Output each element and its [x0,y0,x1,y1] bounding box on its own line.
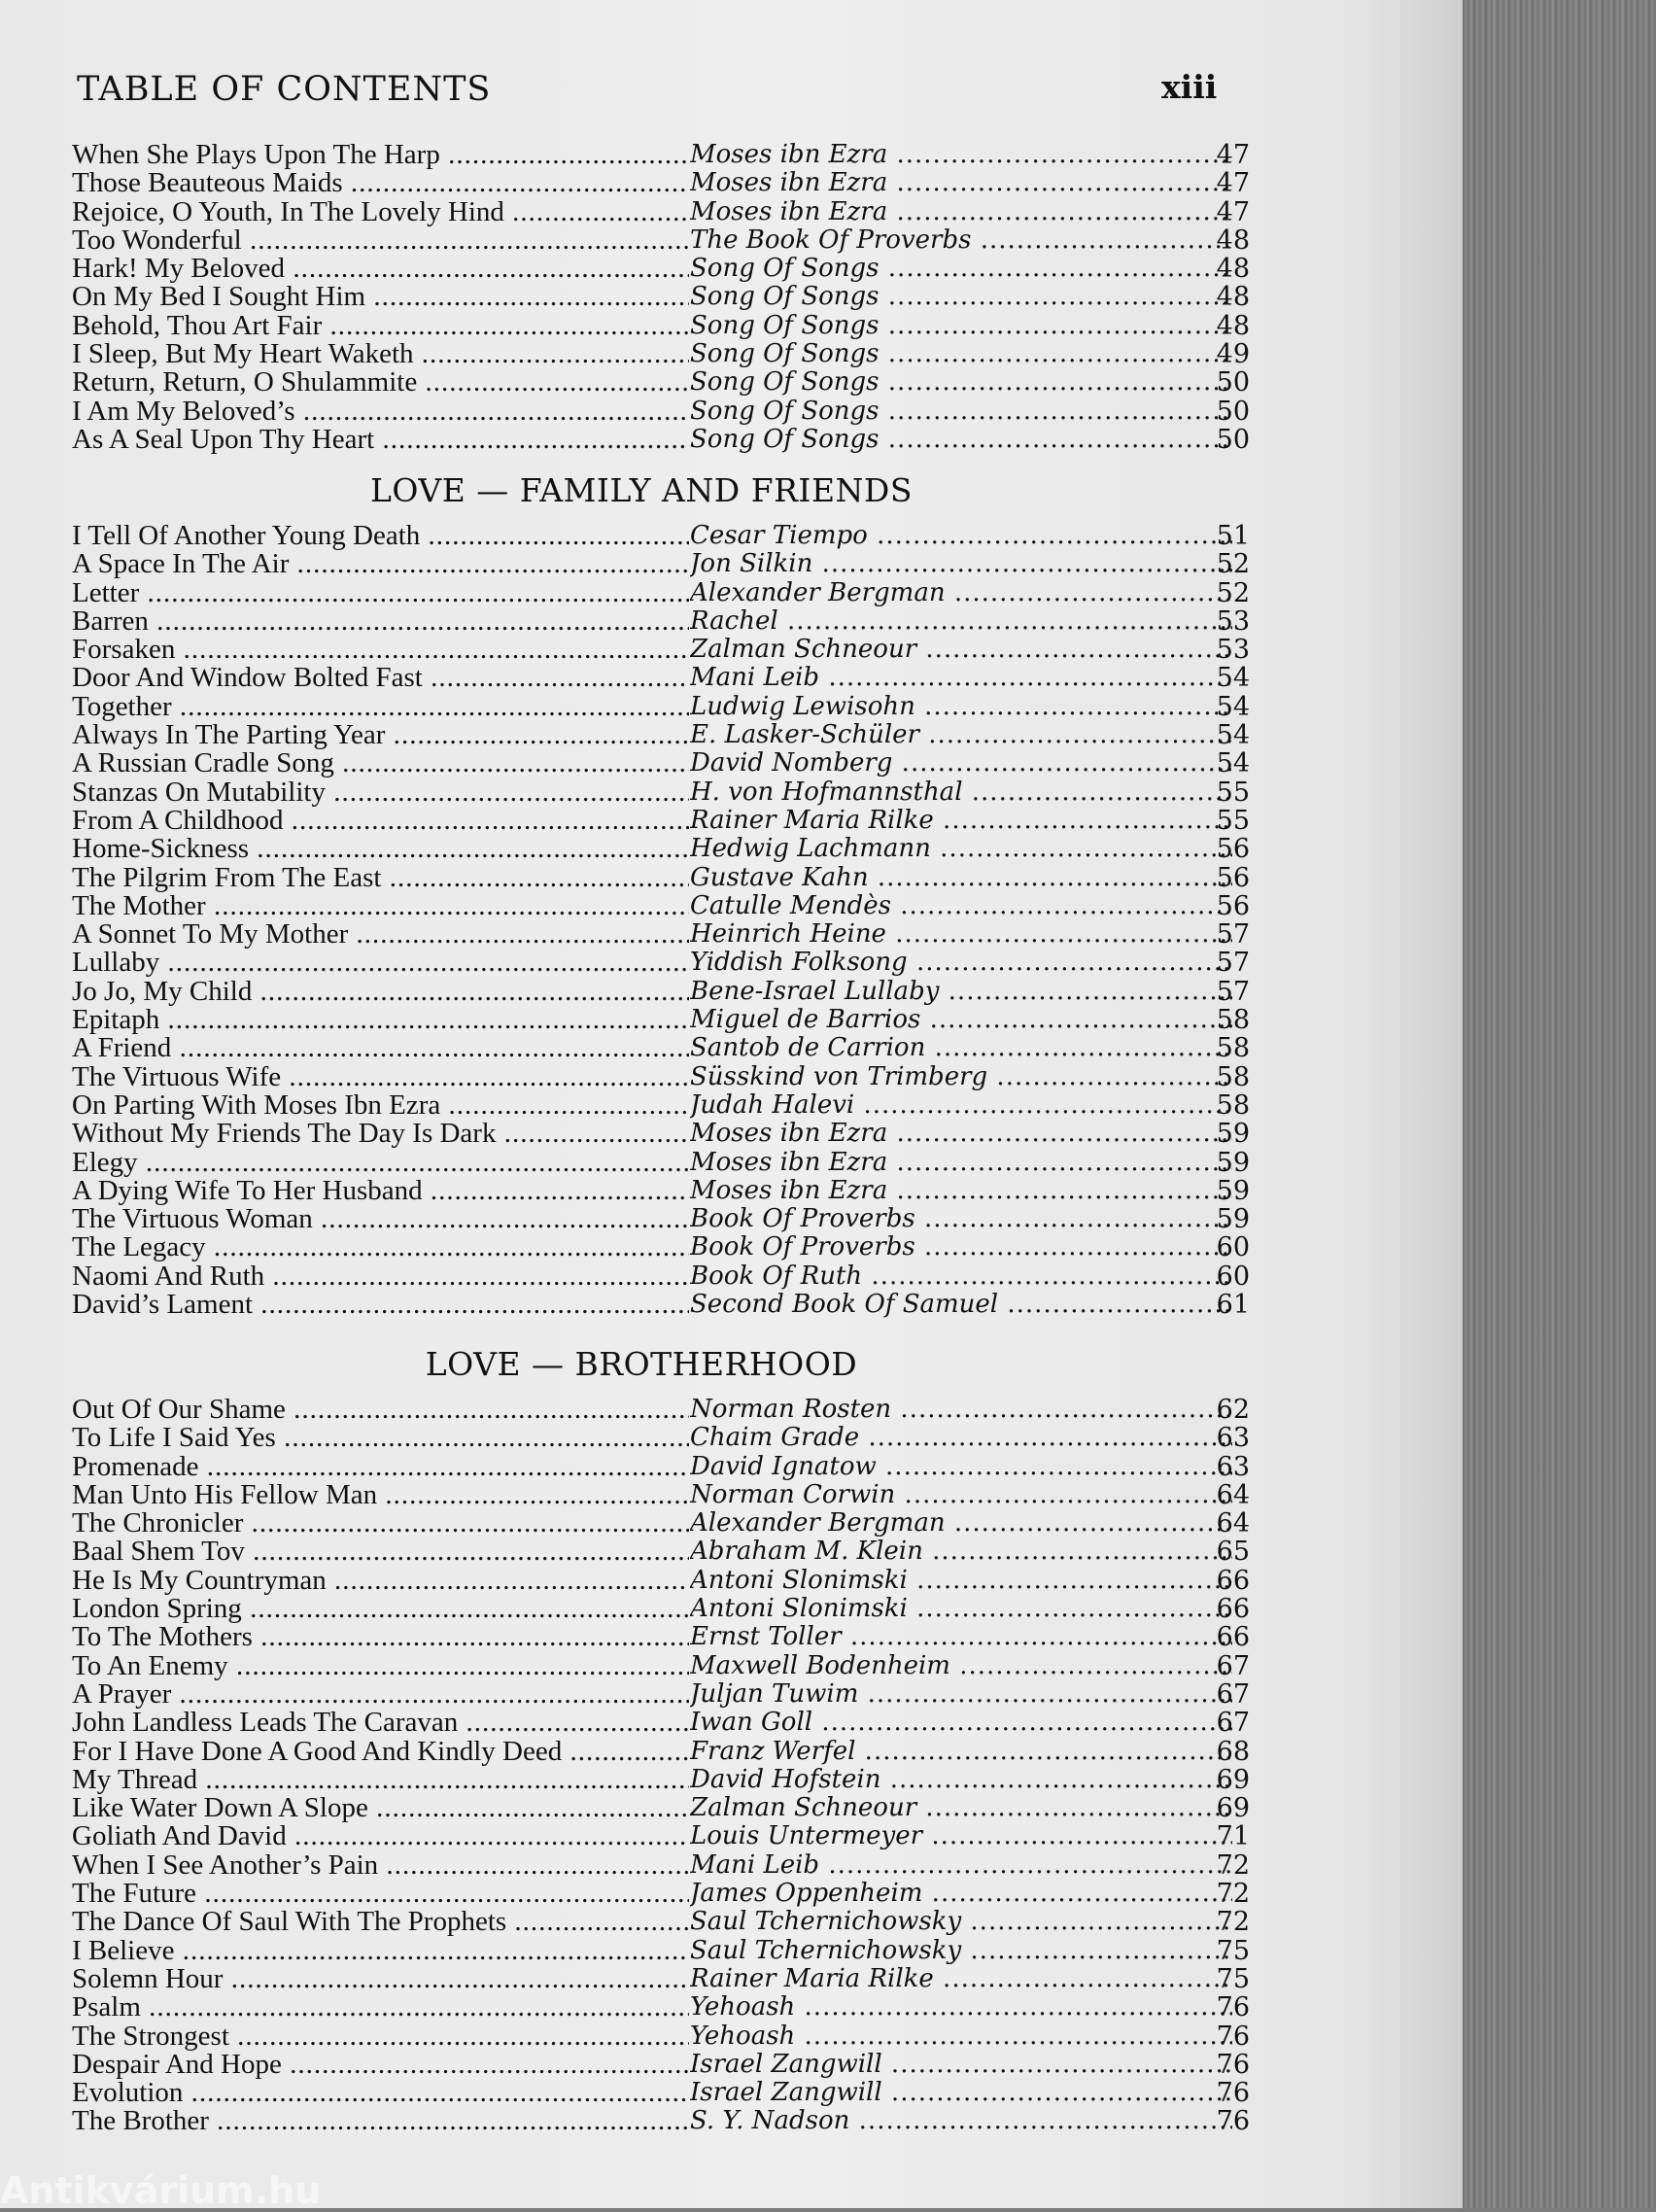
toc-entry-author: Abraham M. Klein ..... [690,1538,1232,1566]
toc-entry-title: For I Have Done A Good And Kindly Deed ..... [72,1738,689,1766]
toc-entry-title: I Am My Beloved’s ..... [72,397,689,426]
toc-entry-author: Miguel de Barrios ..... [690,1006,1232,1034]
toc-entry-author: Judah Halevi ..... [690,1091,1232,1120]
toc-entry-author: Gustave Kahn ..... [690,864,1232,892]
toc-entry-title: Like Water Down A Slope ..... [72,1794,689,1822]
toc-entry-author: S. Y. Nadson ..... [690,2107,1232,2135]
toc-entry [72,521,1250,551]
toc-entry [72,1622,1250,1653]
toc-entry-author: Ernst Toller ..... [690,1623,1232,1651]
toc-entry-page-number: 53 [1216,605,1250,637]
toc-entry-page-number: 54 [1216,720,1250,751]
toc-entry-author: Alexander Bergman ..... [690,579,1232,607]
toc-entry-page-number: 76 [1216,2106,1250,2137]
toc-entry-title: Elegy ..... [72,1149,689,1177]
toc-entry [72,720,1250,751]
toc-entry [72,1594,1250,1625]
toc-entry-title: Home-Sickness ..... [72,835,689,863]
toc-entry-author: Moses ibn Ezra ..... [690,1177,1232,1205]
section-heading-brotherhood: LOVE — BROTHERHOOD [425,1345,858,1383]
toc-entry [72,919,1250,950]
toc-entry-page-number: 55 [1216,777,1250,808]
toc-entry [72,748,1250,779]
toc-entry-page-number: 49 [1216,339,1250,370]
toc-entry-title: Lullaby ..... [72,949,689,977]
toc-entry-author: Second Book Of Samuel ..... [690,1291,1232,1319]
toc-entry-page-number: 75 [1216,1935,1250,1966]
toc-entry-page-number: 67 [1216,1678,1250,1710]
toc-entry-author: Book Of Proverbs ..... [690,1233,1232,1262]
toc-entry-page-number: 72 [1216,1849,1250,1881]
toc-entry-author: Antoni Slonimski ..... [690,1595,1232,1623]
toc-entry-author: Moses ibn Ezra ..... [690,198,1232,226]
toc-entry-title: Stanzas On Mutability ..... [72,778,689,807]
toc-entry [72,2049,1250,2080]
toc-entry-title: He Is My Countryman ..... [72,1567,689,1595]
toc-entry-title: Solemn Hour ..... [72,1965,689,1993]
toc-entry-page-number: 48 [1216,310,1250,341]
toc-entry-title: Evolution ..... [72,2079,689,2107]
toc-entry [72,948,1250,979]
toc-entry-page-number: 62 [1216,1395,1250,1425]
toc-entry-page-number: 76 [1216,2078,1250,2109]
toc-entry-author: Catulle Mendès ..... [690,892,1232,920]
toc-entry-title: David’s Lament ..... [72,1291,689,1319]
toc-entry-title: London Spring ..... [72,1595,689,1623]
toc-entry-page-number: 52 [1216,549,1250,580]
toc-entry-title: When I See Another’s Pain ..... [72,1851,689,1880]
toc-entry-author: Juljan Tuwim ..... [690,1680,1232,1709]
toc-entry-author: Moses ibn Ezra ..... [690,169,1232,197]
toc-entry [72,976,1250,1007]
toc-entry-title: The Dance Of Saul With The Prophets ..... [72,1908,689,1936]
toc-entry [72,339,1250,370]
toc-section-love-continued [72,140,1250,455]
toc-entry-page-number: 66 [1216,1565,1250,1596]
toc-entry [72,1005,1250,1036]
toc-entry-title: The Pilgrim From The East ..... [72,864,689,892]
toc-entry-author: Song Of Songs ..... [690,368,1232,397]
toc-entry-page-number: 76 [1216,2049,1250,2080]
toc-entry-page-number: 56 [1216,890,1250,921]
toc-entry [72,691,1250,722]
toc-entry-author: Song Of Songs ..... [690,312,1232,340]
page-title: TABLE OF CONTENTS [77,70,492,109]
toc-entry-author: Song Of Songs ..... [690,426,1232,454]
toc-entry-page-number: 68 [1216,1736,1250,1767]
toc-entry-author: Antoni Slonimski ..... [690,1567,1232,1595]
toc-entry-page-number: 76 [1216,2021,1250,2052]
toc-entry [72,1119,1250,1150]
toc-entry-page-number: 54 [1216,691,1250,722]
toc-entry [72,1992,1250,2023]
toc-entry-title: John Landless Leads The Caravan ..... [72,1709,689,1737]
toc-entry-title: On My Bed I Sought Him ..... [72,283,689,311]
toc-entry [72,663,1250,694]
toc-entry-author: Franz Werfel ..... [690,1738,1232,1766]
toc-entry-author: Yiddish Folksong ..... [690,949,1232,977]
toc-entry-page-number: 72 [1216,1879,1250,1910]
toc-entry-title: Letter ..... [72,579,689,607]
toc-entry [72,1678,1250,1710]
toc-entry-title: Jo Jo, My Child ..... [72,978,689,1006]
toc-entry-title: As A Seal Upon Thy Heart ..... [72,426,689,454]
toc-entry-author: Israel Zangwill ..... [690,2079,1232,2107]
toc-entry-title: A Russian Cradle Song ..... [72,749,689,778]
toc-entry [72,2078,1250,2109]
toc-entry-page-number: 53 [1216,635,1250,666]
toc-entry-page-number: 59 [1216,1204,1250,1235]
toc-entry [72,1204,1250,1235]
toc-entry-page-number: 66 [1216,1622,1250,1653]
toc-entry [72,1935,1250,1966]
toc-entry-title: Too Wonderful ..... [72,226,689,255]
toc-entry-title: The Virtuous Woman ..... [72,1205,689,1233]
toc-entry-author: Song Of Songs ..... [690,340,1232,368]
toc-entry-author: James Oppenheim ..... [690,1880,1232,1908]
toc-entry [72,367,1250,398]
toc-entry [72,1261,1250,1292]
toc-entry-author: E. Lasker-Schüler ..... [690,721,1232,749]
toc-entry-page-number: 64 [1216,1508,1250,1539]
toc-entry-page-number: 76 [1216,1992,1250,2023]
toc-entry-page-number: 69 [1216,1793,1250,1824]
toc-entry-title: The Strongest ..... [72,2022,689,2051]
toc-entry-title: Out Of Our Shame ..... [72,1396,689,1424]
toc-entry-title: Return, Return, O Shulammite ..... [72,368,689,397]
toc-entry-title: A Sonnet To My Mother ..... [72,920,689,949]
toc-entry-author: H. von Hofmannsthal ..... [690,778,1232,807]
toc-entry-author: Norman Corwin ..... [690,1481,1232,1509]
toc-entry-author: Moses ibn Ezra ..... [690,141,1232,169]
toc-entry-page-number: 64 [1216,1479,1250,1510]
toc-entry-author: Louis Untermeyer ..... [690,1822,1232,1850]
toc-entry-title: I Sleep, But My Heart Waketh ..... [72,340,689,368]
toc-entry [72,1395,1250,1425]
toc-entry [72,805,1250,836]
toc-entry [72,549,1250,580]
toc-entry [72,254,1250,285]
toc-entry-title: Epitaph ..... [72,1006,689,1034]
toc-entry-page-number: 59 [1216,1147,1250,1178]
toc-entry-page-number: 67 [1216,1650,1250,1681]
toc-section-family-and-friends [72,521,1250,1321]
toc-entry-page-number: 71 [1216,1821,1250,1852]
toc-entry-author: Saul Tchernichowsky ..... [690,1937,1232,1965]
toc-entry-page-number: 57 [1216,976,1250,1007]
toc-entry-title: To The Mothers ..... [72,1623,689,1651]
toc-entry [72,1451,1250,1482]
toc-entry-title: Naomi And Ruth ..... [72,1262,689,1291]
toc-entry-title: Rejoice, O Youth, In The Lovely Hind ..... [72,198,689,226]
toc-entry-title: Door And Window Bolted Fast ..... [72,664,689,692]
toc-entry-page-number: 47 [1216,168,1250,199]
toc-entry [72,777,1250,808]
toc-entry-title: A Prayer ..... [72,1680,689,1709]
toc-entry-page-number: 58 [1216,1061,1250,1092]
toc-entry-author: Cesar Tiempo ..... [690,522,1232,550]
toc-entry-title: Hark! My Beloved ..... [72,255,689,283]
toc-entry-page-number: 52 [1216,577,1250,608]
toc-entry [72,577,1250,608]
toc-entry-author: Zalman Schneour ..... [690,1794,1232,1822]
toc-entry-page-number: 50 [1216,396,1250,427]
toc-entry-page-number: 47 [1216,140,1250,170]
toc-entry-title: The Future ..... [72,1880,689,1908]
toc-entry-author: Norman Rosten ..... [690,1396,1232,1424]
toc-entry-page-number: 48 [1216,225,1250,256]
toc-entry-title: The Chronicler ..... [72,1509,689,1538]
toc-entry-author: Israel Zangwill ..... [690,2051,1232,2079]
toc-entry-title: Behold, Thou Art Fair ..... [72,312,689,340]
toc-entry-page-number: 60 [1216,1232,1250,1263]
toc-entry [72,1736,1250,1767]
toc-entry-author: Song Of Songs ..... [690,283,1232,311]
toc-entry-page-number: 50 [1216,424,1250,455]
toc-entry-author: Bene-Israel Lullaby ..... [690,978,1232,1006]
toc-entry-author: Ludwig Lewisohn ..... [690,693,1232,721]
toc-entry [72,1232,1250,1263]
toc-entry [72,1061,1250,1092]
toc-entry-page-number: 58 [1216,1033,1250,1064]
toc-entry-page-number: 55 [1216,805,1250,836]
toc-entry-author: Mani Leib ..... [690,1851,1232,1880]
toc-entry-author: Hedwig Lachmann ..... [690,835,1232,863]
toc-entry-author: Chaim Grade ..... [690,1424,1232,1452]
toc-entry-title: Forsaken ..... [72,636,689,664]
toc-entry-author: Rainer Maria Rilke ..... [690,807,1232,835]
toc-entry [72,1508,1250,1539]
toc-entry-author: Yehoash ..... [690,2022,1232,2051]
toc-entry [72,862,1250,893]
toc-entry-author: David Ignatow ..... [690,1453,1232,1481]
toc-entry-page-number: 48 [1216,282,1250,313]
toc-entry [72,605,1250,637]
toc-entry-title: A Dying Wife To Her Husband ..... [72,1177,689,1205]
toc-entry-author: Zalman Schneour ..... [690,636,1232,664]
toc-entry-author: Book Of Proverbs ..... [690,1205,1232,1233]
toc-entry-page-number: 63 [1216,1451,1250,1482]
toc-entry [72,1793,1250,1824]
toc-entry-title: To An Enemy ..... [72,1652,689,1680]
toc-entry [72,1963,1250,1994]
toc-entry-author: Yehoash ..... [690,1993,1232,2022]
toc-entry-author: Alexander Bergman ..... [690,1509,1232,1538]
toc-entry-title: Those Beauteous Maids ..... [72,169,689,197]
toc-entry-page-number: 47 [1216,196,1250,227]
toc-entry-title: Promenade ..... [72,1453,689,1481]
roman-page-number: xiii [1161,68,1218,106]
toc-entry [72,1033,1250,1064]
toc-entry-page-number: 51 [1216,521,1250,551]
toc-entry [72,196,1250,227]
toc-entry-page-number: 59 [1216,1175,1250,1206]
toc-entry-author: Mani Leib ..... [690,664,1232,692]
toc-entry-author: David Hofstein ..... [690,1766,1232,1794]
toc-entry-author: Santob de Carrion ..... [690,1034,1232,1062]
toc-entry-page-number: 57 [1216,919,1250,950]
toc-entry-author: Rainer Maria Rilke ..... [690,1965,1232,1993]
toc-entry [72,1147,1250,1178]
toc-entry-page-number: 65 [1216,1537,1250,1568]
toc-entry [72,225,1250,256]
toc-entry-page-number: 54 [1216,748,1250,779]
toc-entry-page-number: 61 [1216,1290,1250,1321]
toc-entry-title: When She Plays Upon The Harp ..... [72,141,689,169]
toc-entry-author: David Nomberg ..... [690,749,1232,778]
toc-entry [72,1479,1250,1510]
toc-entry [72,1708,1250,1739]
toc-entry [72,1879,1250,1910]
toc-entry [72,1537,1250,1568]
toc-entry-author: Iwan Goll ..... [690,1709,1232,1737]
toc-entry-title: Barren ..... [72,607,689,636]
watermark-text: Antikvárium.hu [0,2169,322,2212]
toc-entry-title: I Believe ..... [72,1937,689,1965]
toc-entry-title: Goliath And David ..... [72,1822,689,1850]
toc-entry-author: The Book Of Proverbs ..... [690,226,1232,255]
toc-entry-title: Psalm ..... [72,1993,689,2022]
toc-entry [72,396,1250,427]
toc-entry-author: Saul Tchernichowsky ..... [690,1908,1232,1936]
toc-entry-author: Song Of Songs ..... [690,255,1232,283]
toc-entry [72,282,1250,313]
toc-entry-page-number: 56 [1216,834,1250,865]
toc-entry [72,1565,1250,1596]
toc-entry [72,140,1250,170]
toc-entry [72,1290,1250,1321]
toc-entry [72,1821,1250,1852]
toc-entry-title: Together ..... [72,693,689,721]
toc-entry-page-number: 67 [1216,1708,1250,1739]
toc-entry-page-number: 59 [1216,1119,1250,1150]
toc-entry-title: From A Childhood ..... [72,807,689,835]
toc-entry-title: Man Unto His Fellow Man ..... [72,1481,689,1509]
toc-entry [72,834,1250,865]
toc-entry-author: Maxwell Bodenheim ..... [690,1652,1232,1680]
toc-entry [72,424,1250,455]
toc-entry-author: Heinrich Heine ..... [690,920,1232,949]
toc-entry-title: My Thread ..... [72,1766,689,1794]
book-spine-background [1463,0,1656,2208]
toc-entry-title: Baal Shem Tov ..... [72,1538,689,1566]
toc-entry-page-number: 50 [1216,367,1250,398]
toc-entry [72,1849,1250,1881]
toc-entry-page-number: 63 [1216,1423,1250,1454]
toc-entry [72,1089,1250,1121]
toc-entry-page-number: 48 [1216,254,1250,285]
toc-entry-title: The Brother ..... [72,2107,689,2135]
toc-entry-page-number: 72 [1216,1907,1250,1938]
toc-entry-author: Book Of Ruth ..... [690,1262,1232,1291]
toc-entry-title: Despair And Hope ..... [72,2051,689,2079]
toc-entry-title: On Parting With Moses Ibn Ezra ..... [72,1091,689,1120]
toc-entry-page-number: 60 [1216,1261,1250,1292]
toc-entry-title: A Friend ..... [72,1034,689,1062]
toc-entry-page-number: 54 [1216,663,1250,694]
toc-entry [72,310,1250,341]
toc-entry [72,2106,1250,2137]
toc-entry-page-number: 75 [1216,1963,1250,1994]
toc-entry-page-number: 69 [1216,1764,1250,1795]
toc-entry-page-number: 57 [1216,948,1250,979]
toc-entry [72,2021,1250,2052]
toc-section-brotherhood [72,1395,1250,2137]
toc-entry-title: Without My Friends The Day Is Dark ..... [72,1120,689,1148]
toc-entry-title: The Legacy ..... [72,1233,689,1262]
section-heading-family-and-friends: LOVE — FAMILY AND FRIENDS [369,471,913,509]
toc-entry [72,635,1250,666]
toc-entry-author: Song Of Songs ..... [690,397,1232,426]
toc-entry [72,1175,1250,1206]
toc-entry-page-number: 66 [1216,1594,1250,1625]
toc-entry-title: Always In The Parting Year ..... [72,721,689,749]
toc-entry-author: Jon Silkin ..... [690,550,1232,578]
toc-entry-author: Süsskind von Trimberg ..... [690,1063,1232,1091]
toc-entry [72,168,1250,199]
toc-entry [72,1907,1250,1938]
toc-entry [72,890,1250,921]
toc-entry-title: The Virtuous Wife ..... [72,1063,689,1091]
toc-entry [72,1764,1250,1795]
toc-entry-author: Rachel ..... [690,607,1232,636]
toc-entry-author: Moses ibn Ezra ..... [690,1149,1232,1177]
toc-entry [72,1423,1250,1454]
toc-entry-author: Moses ibn Ezra ..... [690,1120,1232,1148]
toc-entry-title: A Space In The Air ..... [72,550,689,578]
toc-entry-title: The Mother ..... [72,892,689,920]
toc-entry-page-number: 58 [1216,1005,1250,1036]
toc-entry-title: To Life I Said Yes ..... [72,1424,689,1452]
toc-entry-page-number: 58 [1216,1089,1250,1121]
toc-entry-title: I Tell Of Another Young Death ..... [72,522,689,550]
toc-entry-page-number: 56 [1216,862,1250,893]
toc-entry [72,1650,1250,1681]
